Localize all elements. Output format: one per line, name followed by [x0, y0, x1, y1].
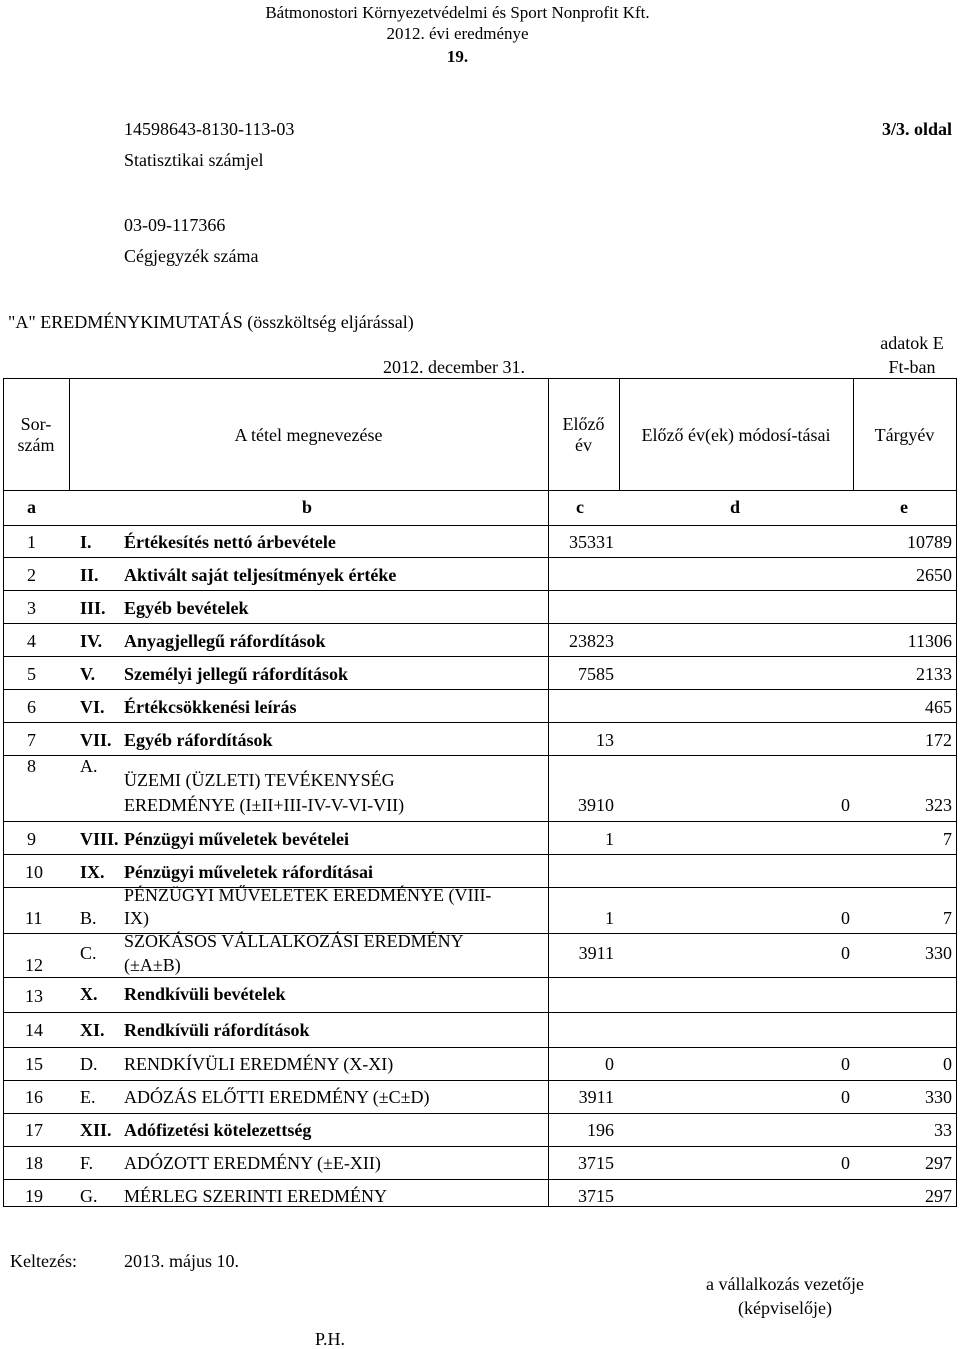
row-name: Értékcsökkenési leírás	[124, 697, 297, 717]
row-current-year: 330	[925, 1087, 952, 1107]
signer-line-2: (képviselője)	[738, 1298, 832, 1318]
row-prev-year: 3911	[578, 1087, 614, 1107]
row-number: 6	[27, 697, 36, 717]
row-code: VIII.	[80, 829, 119, 849]
row-name: Pénzügyi műveletek ráfordításai	[124, 862, 373, 882]
row-name: Egyéb bevételek	[124, 598, 249, 618]
table-rule	[3, 722, 957, 723]
row-name: Személyi jellegű ráfordítások	[124, 664, 348, 684]
date-label: Keltezés:	[10, 1251, 77, 1271]
row-number: 10	[25, 862, 43, 882]
row-current-year: 330	[925, 943, 952, 963]
row-number: 9	[27, 829, 36, 849]
row-code: D.	[80, 1054, 98, 1074]
table-rule	[956, 378, 957, 1207]
row-number: 18	[25, 1153, 43, 1173]
reg-number: 03-09-117366	[124, 215, 226, 235]
row-number: 12	[25, 955, 43, 975]
table-rule	[3, 557, 957, 558]
row-current-year: 172	[925, 730, 952, 750]
row-number: 11	[25, 908, 43, 928]
row-code: VI.	[80, 697, 105, 717]
row-prev-year: 3911	[578, 943, 614, 963]
row-code: XII.	[80, 1120, 112, 1140]
table-rule	[3, 1047, 957, 1048]
row-code: F.	[80, 1153, 94, 1173]
col-header-a	[3, 414, 69, 455]
row-number: 19	[25, 1186, 43, 1206]
row-name: RENDKÍVÜLI EREDMÉNY (X-XI)	[124, 1054, 394, 1074]
page-number-header: 19.	[446, 47, 469, 66]
report-title: 2012. évi eredménye	[386, 24, 529, 43]
row-name: ADÓZÁS ELŐTTI EREDMÉNY (±C±D)	[124, 1087, 430, 1107]
col-header-d: Előző év(ek) módosí-tásai	[641, 425, 831, 445]
row-name: Értékesítés nettó árbevétele	[124, 532, 336, 552]
stat-number: 14598643-8130-113-03	[124, 119, 295, 139]
stat-label: Statisztikai számjel	[124, 150, 264, 170]
col-header-b: A tétel megnevezése	[234, 425, 383, 445]
row-code: X.	[80, 984, 98, 1004]
table-rule	[3, 490, 957, 491]
row-prev-year: 7585	[578, 664, 614, 684]
row-name-line2: EREDMÉNYE (I±II+III-IV-V-VI-VII)	[124, 795, 405, 815]
unit-line-1: adatok E	[880, 333, 944, 353]
row-number: 15	[25, 1054, 43, 1074]
col-header-c-line1: Előző	[562, 414, 605, 434]
row-prev-year: 1	[605, 908, 614, 928]
table-rule	[3, 1179, 957, 1180]
row-name-line1: SZOKÁSOS VÁLLALKOZÁSI EREDMÉNY	[124, 931, 464, 951]
row-code: II.	[80, 565, 99, 585]
row-name: Adófizetési kötelezettség	[124, 1120, 312, 1140]
table-rule	[3, 821, 957, 822]
row-adjustment: 0	[841, 1054, 850, 1074]
col-header-a-line2: szám	[17, 434, 55, 455]
table-rule	[3, 755, 957, 756]
row-current-year: 297	[925, 1186, 952, 1206]
row-prev-year: 13	[596, 730, 614, 750]
row-code: I.	[80, 532, 92, 552]
row-adjustment: 0	[841, 1153, 850, 1173]
row-code: C.	[80, 943, 97, 963]
row-name: MÉRLEG SZERINTI EREDMÉNY	[124, 1186, 387, 1206]
col-letter-e: e	[900, 497, 908, 517]
reg-label: Cégjegyzék száma	[124, 246, 259, 266]
row-name: Rendkívüli ráfordítások	[124, 1020, 310, 1040]
row-name: Pénzügyi műveletek bevételei	[124, 829, 349, 849]
row-prev-year: 3715	[578, 1186, 614, 1206]
row-number: 14	[25, 1020, 43, 1040]
table-rule	[3, 590, 957, 591]
unit-line-2: Ft-ban	[888, 357, 936, 377]
table-rule	[3, 656, 957, 657]
row-adjustment: 0	[841, 1087, 850, 1107]
row-name-line2: (±A±B)	[124, 955, 181, 975]
row-prev-year: 35331	[569, 532, 614, 552]
col-letter-a: a	[27, 497, 36, 517]
row-name: Anyagjellegű ráfordítások	[124, 631, 326, 651]
row-prev-year: 3910	[578, 795, 614, 815]
table-rule	[3, 1206, 957, 1207]
col-letter-c: c	[576, 497, 584, 517]
table-rule	[3, 1080, 957, 1081]
row-prev-year: 23823	[569, 631, 614, 651]
row-current-year: 11306	[907, 631, 952, 651]
table-rule	[3, 623, 957, 624]
row-adjustment: 0	[841, 943, 850, 963]
row-code: VII.	[80, 730, 112, 750]
company-name: Bátmonostori Környezetvédelmi és Sport Nonprofit Kft.	[265, 3, 650, 22]
table-rule	[3, 378, 4, 1207]
row-number: 5	[27, 664, 36, 684]
row-code: A.	[80, 756, 98, 776]
row-name: Egyéb ráfordítások	[124, 730, 273, 750]
col-header-c-line2: év	[575, 434, 592, 455]
row-name: Aktivált saját teljesítmények értéke	[124, 565, 397, 585]
stamp-place: P.H.	[315, 1329, 346, 1349]
signer-line-1: a vállalkozás vezetője	[706, 1274, 864, 1294]
col-header-c	[548, 414, 619, 455]
row-current-year: 10789	[907, 532, 952, 552]
row-number: 1	[27, 532, 36, 552]
table-rule	[3, 378, 957, 379]
row-number: 17	[25, 1120, 43, 1140]
row-current-year: 2133	[916, 664, 952, 684]
date-value: 2013. május 10.	[124, 1251, 239, 1271]
row-code: G.	[80, 1186, 98, 1206]
row-number: 8	[27, 756, 36, 776]
row-current-year: 465	[925, 697, 952, 717]
row-current-year: 2650	[916, 565, 952, 585]
row-number: 2	[27, 565, 36, 585]
table-rule	[3, 1012, 957, 1013]
row-current-year: 33	[934, 1120, 952, 1140]
table-rule	[3, 1146, 957, 1147]
row-code: IV.	[80, 631, 103, 651]
row-number: 7	[27, 730, 36, 750]
row-number: 16	[25, 1087, 43, 1107]
table-rule	[3, 689, 957, 690]
row-prev-year: 196	[587, 1120, 614, 1140]
row-number: 3	[27, 598, 36, 618]
row-name: Rendkívüli bevételek	[124, 984, 286, 1004]
row-adjustment: 0	[841, 908, 850, 928]
table-rule	[3, 525, 957, 526]
row-adjustment: 0	[841, 795, 850, 815]
page-indicator-text: 3/3. oldal	[881, 119, 952, 139]
col-letter-d: d	[730, 497, 741, 517]
row-number: 13	[25, 986, 43, 1006]
row-prev-year: 1	[605, 829, 614, 849]
row-current-year: 0	[943, 1054, 952, 1074]
col-letter-b: b	[302, 497, 313, 517]
row-name-line1: PÉNZÜGYI MŰVELETEK EREDMÉNYE (VIII-	[124, 885, 492, 905]
row-name-line2: IX)	[124, 908, 149, 928]
row-current-year: 297	[925, 1153, 952, 1173]
row-prev-year: 3715	[578, 1153, 614, 1173]
row-code: IX.	[80, 862, 105, 882]
table-rule	[3, 854, 957, 855]
row-name: ADÓZOTT EREDMÉNY (±E-XII)	[124, 1153, 381, 1173]
table-rule	[3, 977, 957, 978]
row-code: B.	[80, 908, 97, 928]
table-rule	[548, 378, 549, 1207]
row-current-year: 7	[943, 908, 952, 928]
row-code: III.	[80, 598, 106, 618]
row-code: XI.	[80, 1020, 105, 1040]
page-indicator	[882, 120, 952, 138]
row-name-line1: ÜZEMI (ÜZLETI) TEVÉKENYSÉG	[124, 770, 395, 790]
statement-date: 2012. december 31.	[383, 357, 525, 377]
row-current-year: 7	[943, 829, 952, 849]
col-header-e: Tárgyév	[874, 425, 935, 445]
row-number: 4	[27, 631, 36, 651]
col-header-a-line1: Sor-	[20, 414, 52, 434]
statement-title: "A" EREDMÉNYKIMUTATÁS (összköltség eljárással)	[8, 312, 414, 332]
table-rule	[3, 1113, 957, 1114]
row-code: V.	[80, 664, 96, 684]
row-current-year: 323	[925, 795, 952, 815]
row-code: E.	[80, 1087, 96, 1107]
row-prev-year: 0	[605, 1054, 614, 1074]
